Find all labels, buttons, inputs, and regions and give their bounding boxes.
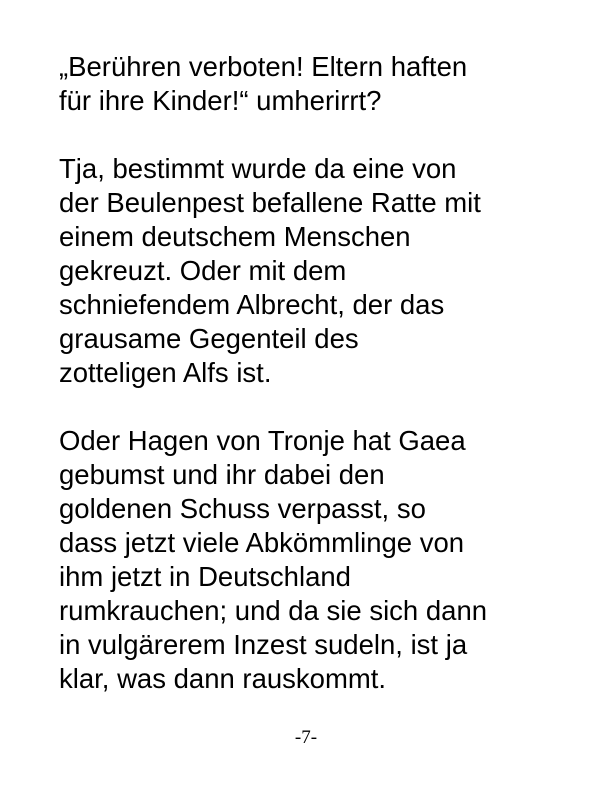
text-body	[59, 50, 579, 696]
text-line: in vulgärerem Inzest sudeln, ist ja	[59, 629, 468, 660]
text-line: dass jetzt viele Abkömmlinge von	[59, 527, 465, 558]
text-line: schniefendem Albrecht, der das	[59, 289, 445, 320]
text-line: gekreuzt. Oder mit dem	[59, 255, 347, 286]
text-line: klar, was dann rauskommt.	[59, 663, 387, 694]
text-line: ihm jetzt in Deutschland	[59, 561, 351, 592]
text-line: für ihre Kinder!“ umherirrt?	[59, 85, 382, 116]
text-line: rumkrauchen; und da sie sich dann	[59, 595, 488, 626]
paragraph-2	[59, 152, 579, 390]
text-line: goldenen Schuss verpasst, so	[59, 493, 426, 524]
text-line: Tja, bestimmt wurde da eine von	[59, 153, 457, 184]
paragraph-1	[59, 50, 579, 118]
text-line: der Beulenpest befallene Ratte mit	[59, 187, 481, 218]
text-line: „Berühren verboten! Eltern haften	[59, 51, 468, 82]
text-line: Oder Hagen von Tronje hat Gaea	[59, 425, 466, 456]
page-number: -7-	[294, 727, 318, 748]
paragraph-3	[59, 424, 579, 696]
text-line: zotteligen Alfs ist.	[59, 357, 272, 388]
text-line: grausame Gegenteil des	[59, 323, 359, 354]
paragraph-gap	[59, 118, 579, 152]
text-line: einem deutschem Menschen	[59, 221, 411, 252]
paragraph-gap	[59, 390, 579, 424]
text-line: gebumst und ihr dabei den	[59, 459, 385, 490]
